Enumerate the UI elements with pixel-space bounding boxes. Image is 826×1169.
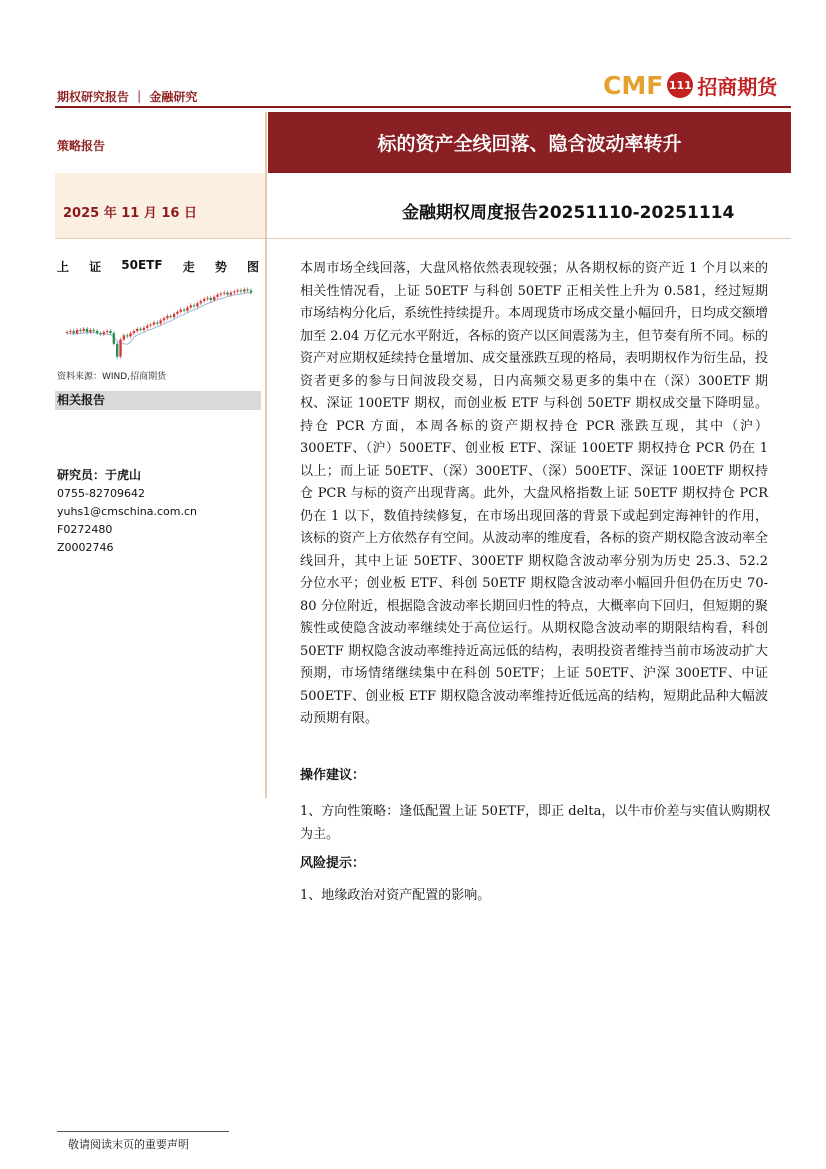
price-candle [89, 330, 91, 332]
chart-title-char: 图 [246, 260, 259, 274]
price-candle [99, 333, 101, 334]
price-candle [136, 329, 138, 331]
price-candle [223, 293, 225, 294]
price-candle [230, 293, 232, 295]
price-candle [196, 303, 198, 306]
price-candle [76, 330, 78, 333]
price-candle [170, 316, 172, 317]
section-label: 策略报告 [57, 139, 106, 153]
price-candle [119, 340, 121, 357]
price-candle [243, 289, 245, 291]
price-candle [203, 299, 205, 301]
chart-source: 资料来源：WIND,招商期货 [57, 372, 167, 382]
logo-company-name: 招商期货 [697, 74, 778, 99]
logo-badge-icon: 111 [667, 72, 693, 98]
price-candle [146, 326, 148, 328]
analyst-license-z: Z0002746 [57, 541, 114, 554]
price-candle [183, 310, 185, 311]
price-candle [69, 331, 71, 332]
report-category: 期权研究报告 ｜ 金融研究 [57, 90, 198, 104]
chart-title-char: 50ETF [121, 258, 163, 272]
chart-title-char: 走 [182, 260, 195, 274]
price-candle [159, 320, 161, 323]
price-candle [226, 293, 228, 295]
related-reports-header: 相关报告 [55, 391, 261, 410]
moving-average-line [67, 293, 251, 345]
price-candle [216, 295, 218, 297]
price-candle [190, 305, 192, 307]
price-candle [210, 298, 212, 300]
price-candle [246, 289, 248, 290]
summary-paragraph: 本周市场全线回落，大盘风格依然表现较强；从各期权标的资产近 1 个月以来的相关性情况看，上证 50ETF 与科创 50ETF 正相关性上升为 0.581，经过短期市场结构分化后，系统性持续提升。本周现货市场成交量小幅回升，日均成交额增加至 2.04 万亿元水平附近，各标的资产以区间震荡为主，但节奏有所不同。标的资产对应期权延续持仓量增加、成交量涨跌互现的格局，表明期权作为衍生品，投资者更多的参与日间波段交易，日内高频交易更多的集中在（深）300ETF 期权、深证 100ETF 期权，而创业板 ETF 与科创 50ETF 期权成交量下降明显。持仓 PCR 方面，本周各标的资产期权持仓 PCR 涨跌互现，其中（沪）300ETF、（沪）500ETF、创业板 ETF、深证 100ETF 期权持仓 PCR 仍在 1 以上；而上证 50ETF、（深）300ETF、（深）500ETF、深证 100ETF 期权持仓 PCR 与标的资产出现背离。此外，大盘风格指数上证 50ETF 期权持仓 PCR 仍在 1 以下，数值持续修复，在市场出现回落的背景下或起到定海神针的作用，该标的资产上方依然存有空间。从波动率的维度看，各标的资产期权隐含波动率全线回升，其中上证 50ETF、300ETF 期权隐含波动率分别为历史 25.3、52.2 分位水平；创业板 ETF、科创 50ETF 期权隐含波动率小幅回升但仍在历史 70-80 分位附近，根据隐含波动率长期回归性的特点，大概率向下回归，但短期的聚簇性或使隐含波动率继续处于高位运行。从期权隐含波动率的期限结构看，科创 50ETF 期权隐含波动率维持近高远低的结构，表明投资者维持当前市场波动扩大预期，市场情绪继续集中在科创 50ETF；上证 50ETF、沪深 300ETF、中证 500ETF、创业板 ETF 期权隐含波动率维持近低远高的结构，短期此品种大幅波动预期有限。 [300, 261, 769, 726]
price-candle [153, 322, 155, 324]
title-banner [268, 112, 791, 173]
header-bottom-rule [55, 238, 791, 239]
risk-heading: 风险提示： [300, 856, 366, 871]
price-candle [123, 335, 125, 339]
footer-rule [57, 1131, 229, 1132]
analyst-license-f: F0272480 [57, 523, 113, 536]
footer-note: 敬请阅读末页的重要声明 [68, 1138, 189, 1151]
price-candle [176, 312, 178, 314]
column-divider [265, 112, 267, 798]
price-candle [200, 301, 202, 303]
price-candle [106, 331, 108, 332]
company-logo [603, 68, 777, 102]
price-candle [149, 325, 151, 326]
logo-cmf-text: CMF [603, 70, 664, 100]
price-candle [126, 335, 128, 336]
chart-title-char: 势 [214, 260, 227, 274]
analyst-name: 研究员：于虎山 [57, 468, 142, 482]
ops-heading: 操作建议： [300, 768, 366, 783]
price-candle [139, 329, 141, 330]
analyst-email: yuhs1@cmschina.com.cn [57, 505, 197, 518]
header-rule [55, 106, 791, 108]
price-candle [93, 330, 95, 331]
price-candle [193, 305, 195, 306]
price-candle [166, 316, 168, 318]
price-candle [240, 290, 242, 291]
risk-text: 1、地缘政治对资产配置的影响。 [300, 888, 491, 903]
price-candle [79, 330, 81, 331]
price-candle [180, 310, 182, 312]
price-candle [163, 318, 165, 320]
price-candle [213, 297, 215, 300]
price-candle [103, 332, 105, 334]
price-candle [72, 331, 74, 333]
analyst-phone: 0755-82709642 [57, 487, 145, 500]
price-candle [129, 333, 131, 336]
chart-title [57, 258, 259, 275]
price-candle [156, 322, 158, 323]
report-date: 2025 年 11 月 16 日 [63, 206, 197, 221]
price-candle [86, 329, 88, 332]
price-candle [66, 332, 68, 333]
price-candle [220, 294, 222, 295]
ops-text: 1、方向性策略：逢低配置上证 50ETF，即正 delta，以牛市价差与实值认购期权为主。 [300, 804, 771, 842]
price-candle [143, 328, 145, 330]
price-candle [116, 344, 118, 357]
price-candle [206, 298, 208, 299]
price-candle [133, 331, 135, 333]
price-candle [186, 308, 188, 311]
etf-price-chart [57, 276, 259, 368]
price-candle [113, 333, 115, 344]
report-title: 标的资产全线回落、隐含波动率转升 [377, 133, 682, 155]
chart-title-char: 证 [89, 260, 102, 274]
chart-title-char: 上 [57, 260, 70, 274]
price-candle [173, 314, 175, 317]
price-candle [83, 329, 85, 331]
report-subtitle: 金融期权周度报告20251110-20251114 [402, 203, 735, 223]
price-candle [250, 290, 252, 292]
price-candle [233, 291, 235, 292]
price-candle [96, 331, 98, 333]
price-candle [236, 290, 238, 291]
price-candle [109, 331, 111, 333]
